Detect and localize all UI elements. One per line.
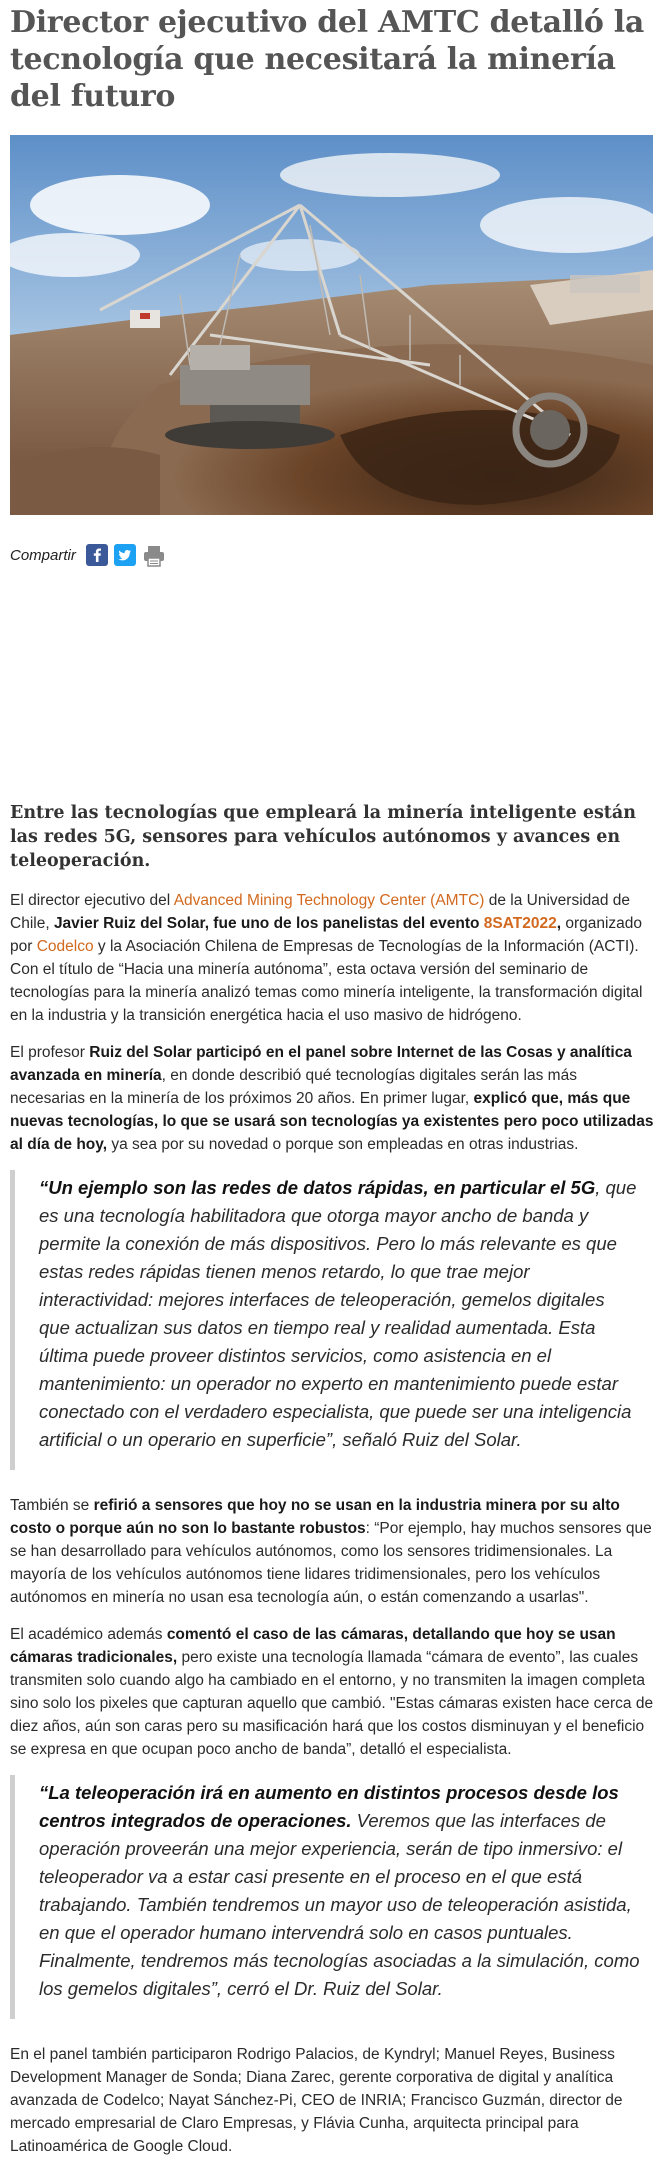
share-label: Compartir [10, 546, 76, 564]
codelco-link[interactable]: Codelco [36, 938, 94, 955]
ad-space [10, 569, 654, 801]
article [0, 4, 664, 2158]
print-icon[interactable] [142, 544, 164, 566]
paragraph-3: También se refirió a sensores que hoy no se usan en la industria minera por su alto costo o porque aún no son lo bastante robustos: “Por ejemplo, hay muchos sensores que se han desarrollado para vehículos autónomos, como los sensores tridimensionales. La mayoría de los vehículos autónomos tiene lidares tridimensionales, pero los vehículos autónomos en minería no usan esa tecnología aún, o están comenzando a usarlas". [10, 1497, 652, 1606]
quote-1: “Un ejemplo son las redes de datos rápidas, en particular el 5G, que es una tecnología habilitadora que otorga mayor ancho de banda y permite la conexión de más dispositivos. Pero lo más relevante es que estas redes rápidas tienen menos retardo, lo que trae mejor interactividad: mejores interfaces de teleoperación, gemelos digitales que actualizan sus datos en tiempo real y realidad aumentada. Esta última puede proveer distintos servicios, como asistencia en el mantenimiento: un operador no experto en mantenimiento puede estar conectado con el verdadero especialista, que puede ser una inteligencia artificial o un operario en superficie”, señaló Ruiz del Solar. [10, 1170, 654, 1470]
8sat2022-link[interactable]: 8SAT2022 [483, 915, 557, 932]
amtc-link[interactable]: Advanced Mining Technology Center (AMTC) [173, 892, 485, 909]
paragraph-4: El académico además comentó el caso de las cámaras, detallando que hoy se usan cámaras tradicionales, pero existe una tecnología llamada “cámara de evento”, las cuales transmiten solo cuando algo ha cambiado en el entorno, y no transmiten la imagen completa sino solo los pixeles que capturan aquello que cambió. "Estas cámaras existen hace cerca de diez años, aún son caras pero su masificación hará que los costos disminuyan y el beneficio se expresa en que ocupan poco ancho de banda”, detalló el especialista. [10, 1626, 654, 1758]
share-bar [10, 541, 654, 569]
paragraph-1: El director ejecutivo del Advanced Mining Technology Center (AMTC) de la Universidad de Chile, Javier Ruiz del Solar, fue uno de los panelistas del evento 8SAT2022, organizado por Codelco y la Asociación Chilena de Empresas de Tecnologías de la Información (ACTI). Con el título de “Hacia una minería autónoma”, esta octava versión del seminario de tecnologías para la minería analizó temas como minería inteligente, la transformación digital en la industria y la transición energética hacia el uso masivo de hidrógeno. [10, 892, 643, 1024]
paragraph-5: En el panel también participaron Rodrigo Palacios, de Kyndryl; Manuel Reyes, Business Development Manager de Sonda; Diana Zarec, gerente corporativa de digital y analítica avanzada de Codelco; Nayat Sánchez-Pi, CEO de INRIA; Francisco Guzmán, director de mercado empresarial de Claro Empresas, y Flávia Cunha, arquitecta principal para Latinoamérica de Google Cloud. [10, 2046, 623, 2155]
twitter-icon[interactable] [114, 544, 136, 566]
facebook-icon[interactable] [86, 544, 108, 566]
article-lede: Entre las tecnologías que empleará la minería inteligente están las redes 5G, sensores para vehículos autónomos y avances en teleoperación. [10, 803, 636, 871]
hero-image [10, 135, 653, 515]
quote-2: “La teleoperación irá en aumento en distintos procesos desde los centros integrados de operaciones. Veremos que las interfaces de operación proveerán una mejor experiencia, serán de tipo inmersivo: el teleoperador va a estar casi presente en el proceso en el que está trabajando. También tendremos un mayor uso de teleoperación asistida, en que el operador humano intervendrá solo en casos puntuales. Finalmente, tendremos más tecnologías asociadas a la simulación, como los gemelos digitales”, cerró el Dr. Ruiz del Solar. [10, 1775, 654, 2019]
article-title: Director ejecutivo del AMTC detalló la tecnología que necesitará la minería del futuro [10, 5, 645, 114]
paragraph-2: El profesor Ruiz del Solar participó en el panel sobre Internet de las Cosas y analítica avanzada en minería, en donde describió qué tecnologías digitales serán las más necesarias en la minería de los próximos 20 años. En primer lugar, explicó que, más que nuevas tecnologías, lo que se usará son tecnologías ya existentes pero poco utilizadas al día de hoy, ya sea por su novedad o porque son empleadas en otras industrias. [10, 1044, 654, 1153]
